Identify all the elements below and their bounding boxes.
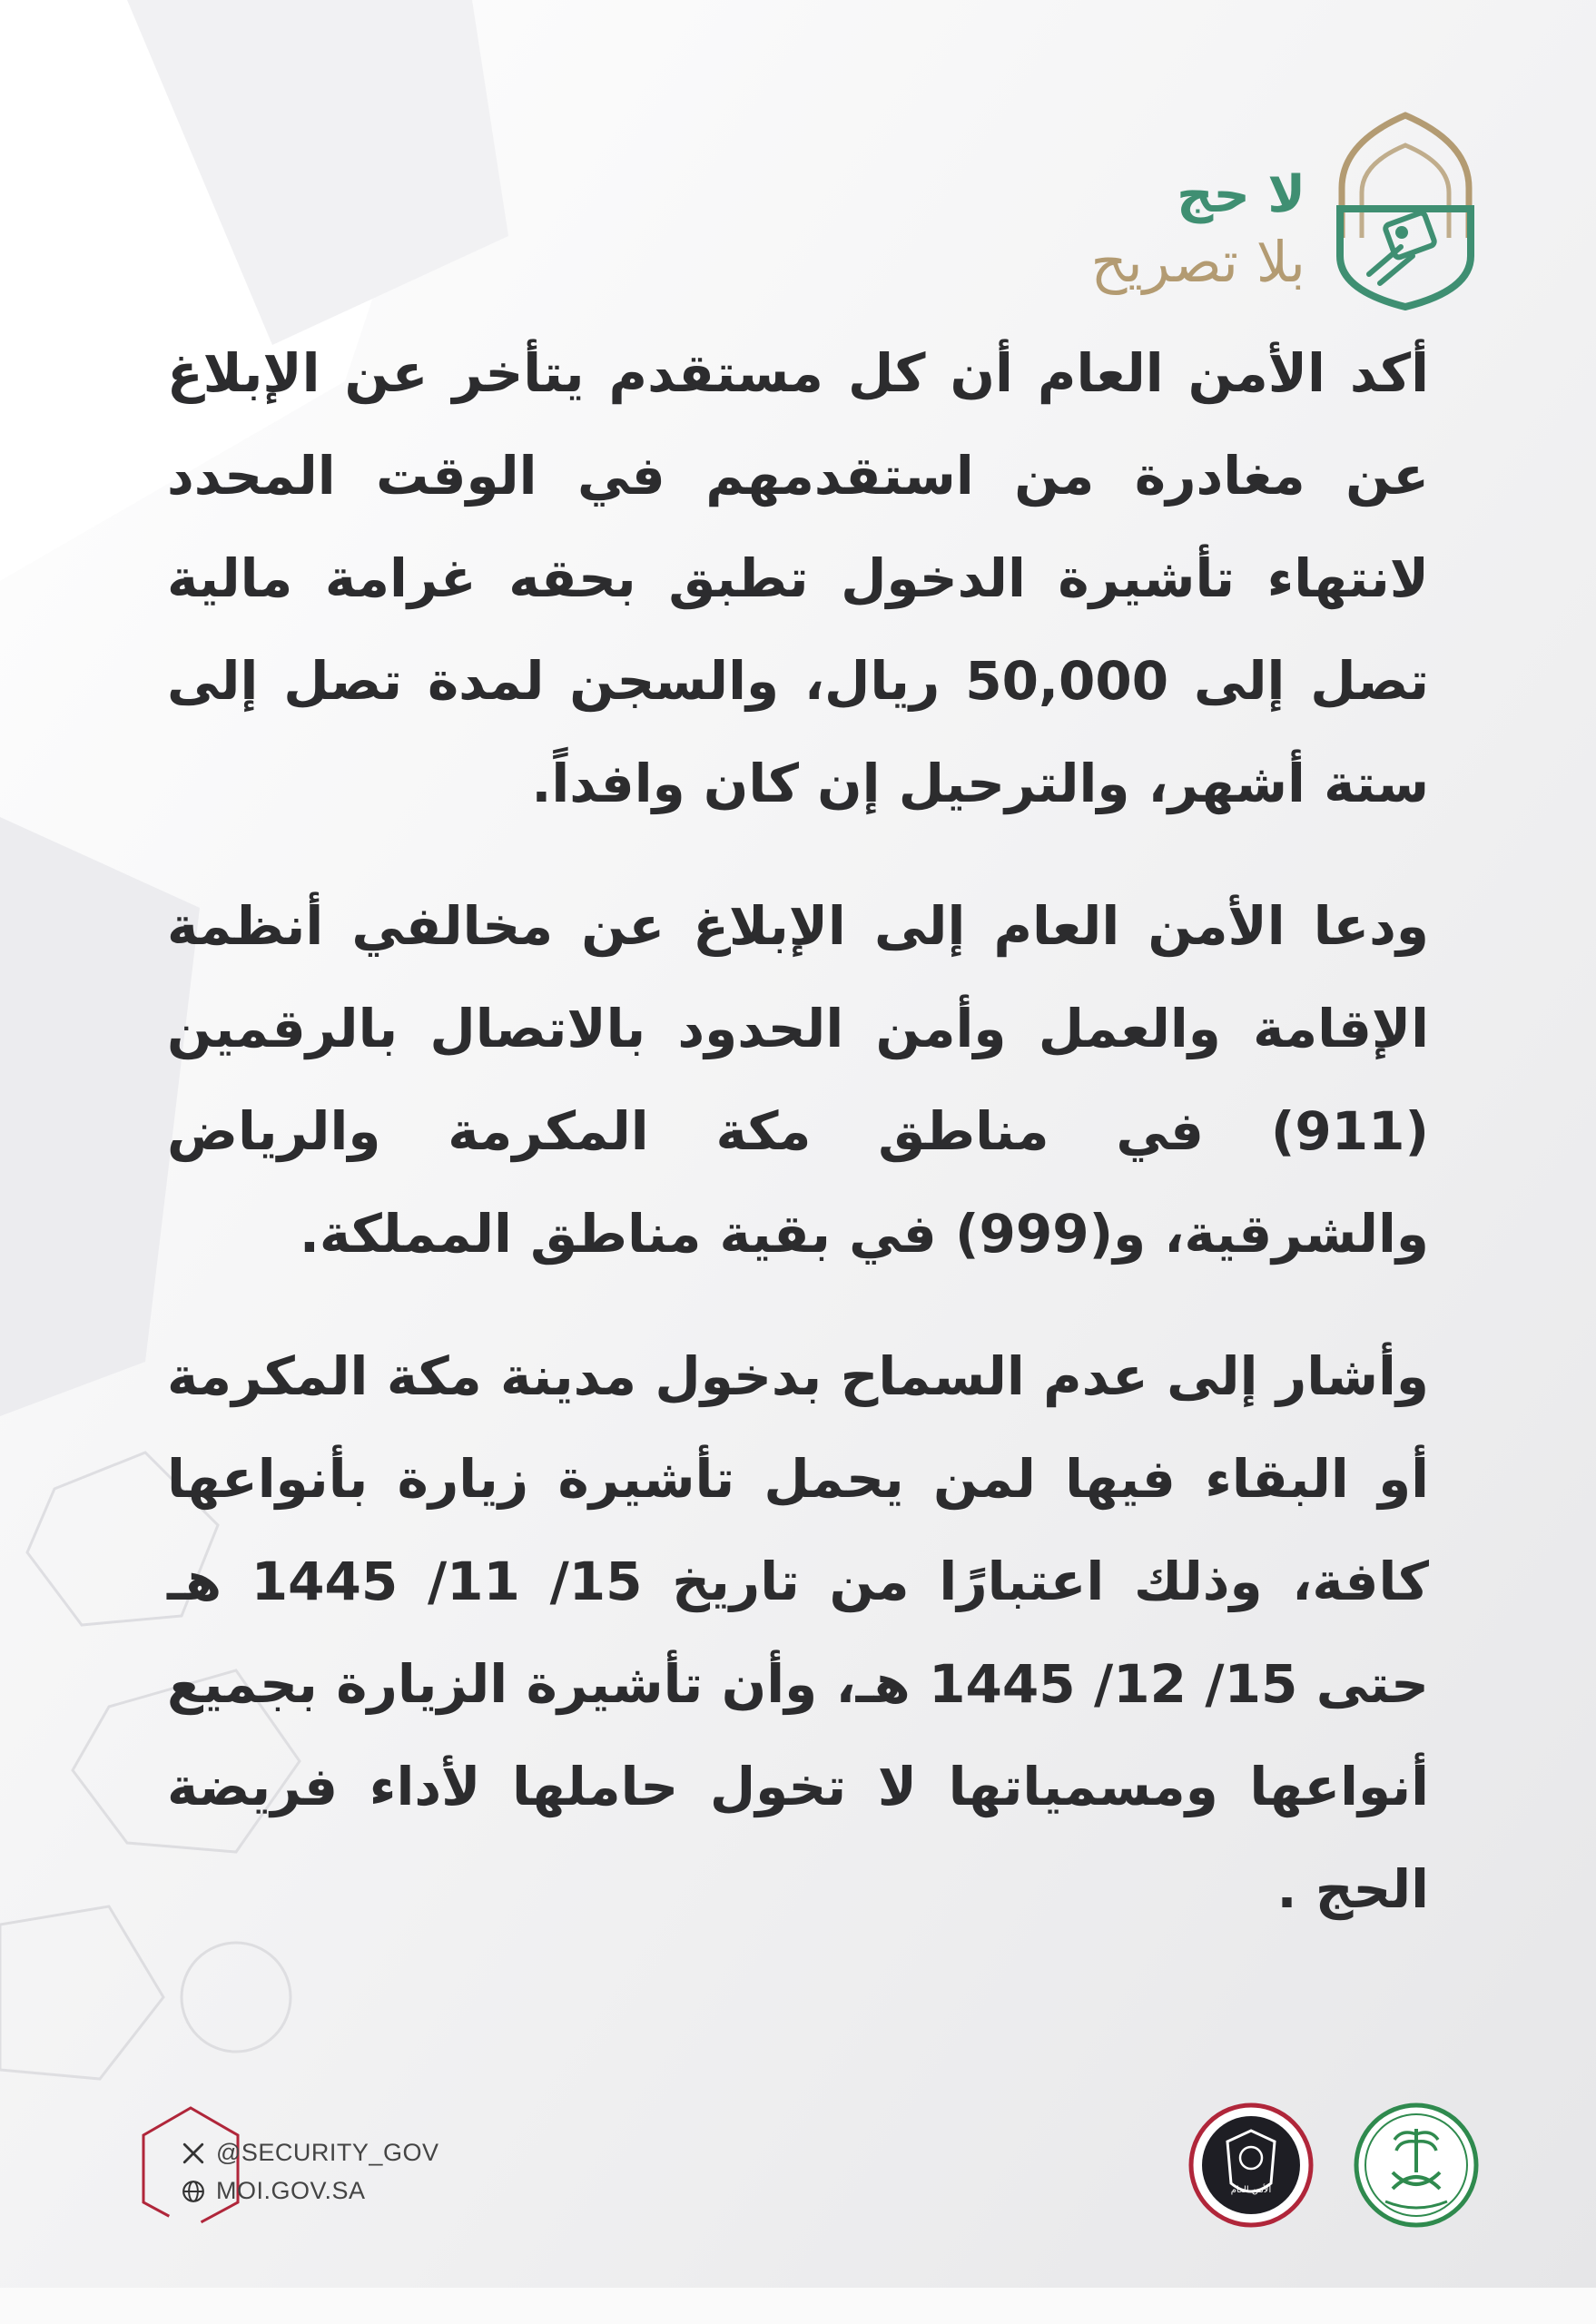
public-security-label: الأمن العام [1230,2185,1272,2195]
paragraph-fine-warning: أكد الأمن العام أن كل مستقدم يتأخر عن الإبلاغ عن مغادرة من استقدمهم في الوقت المحدد لانتهاء تأشيرة الدخول تطبق بحقه غرامة مالية تصل إلى 50,000 ريال، والسجن لمدة تصل إلى ستة أشهر، والترحيل إن كان وافداً. [167,342,1430,814]
footer-frame-icon [136,2104,245,2231]
website-url[interactable]: MOI.GOV.SA [216,2177,366,2204]
paragraph-makkah-entry: وأشار إلى عدم السماح بدخول مدينة مكة المكرمة أو البقاء فيها لمن يحمل تأشيرة زيارة بأنواعها كافة، وذلك اعتبارًا من تاريخ 15/ 11/ 1445 هـ حتى 15/ 12/ 1445 هـ، وأن تأشيرة الزيارة بجميع أنواعها ومسمياتها لا تخول حاملها لأداء فريضة الحج . [167,1345,1429,1920]
social-handle[interactable]: @SECURITY_GOV [216,2139,439,2166]
footer-contact [136,2104,439,2231]
globe-icon [182,2180,205,2203]
x-logo-icon [182,2142,205,2165]
announcement-body [167,322,1429,1981]
paragraph-report-violators: ودعا الأمن العام إلى الإبلاغ عن مخالفي أنظمة الإقامة والعمل وأمن الحدود بالاتصال بالرقمين (911) في مناطق مكة المكرمة والرياض والشرقية، و(999) في بقية مناطق المملكة. [167,895,1429,1265]
website-row[interactable] [182,2177,366,2205]
campaign-logo [1024,102,1496,310]
hajj-permit-emblem-icon [1315,102,1496,310]
logo-subtitle: بلا تصريح [1090,229,1305,295]
logo-title: لا حج [1177,165,1305,224]
social-handle-row[interactable] [182,2139,438,2167]
public-security-emblem-icon [1187,2102,1315,2229]
moi-palm-swords-emblem-icon [1353,2102,1480,2229]
